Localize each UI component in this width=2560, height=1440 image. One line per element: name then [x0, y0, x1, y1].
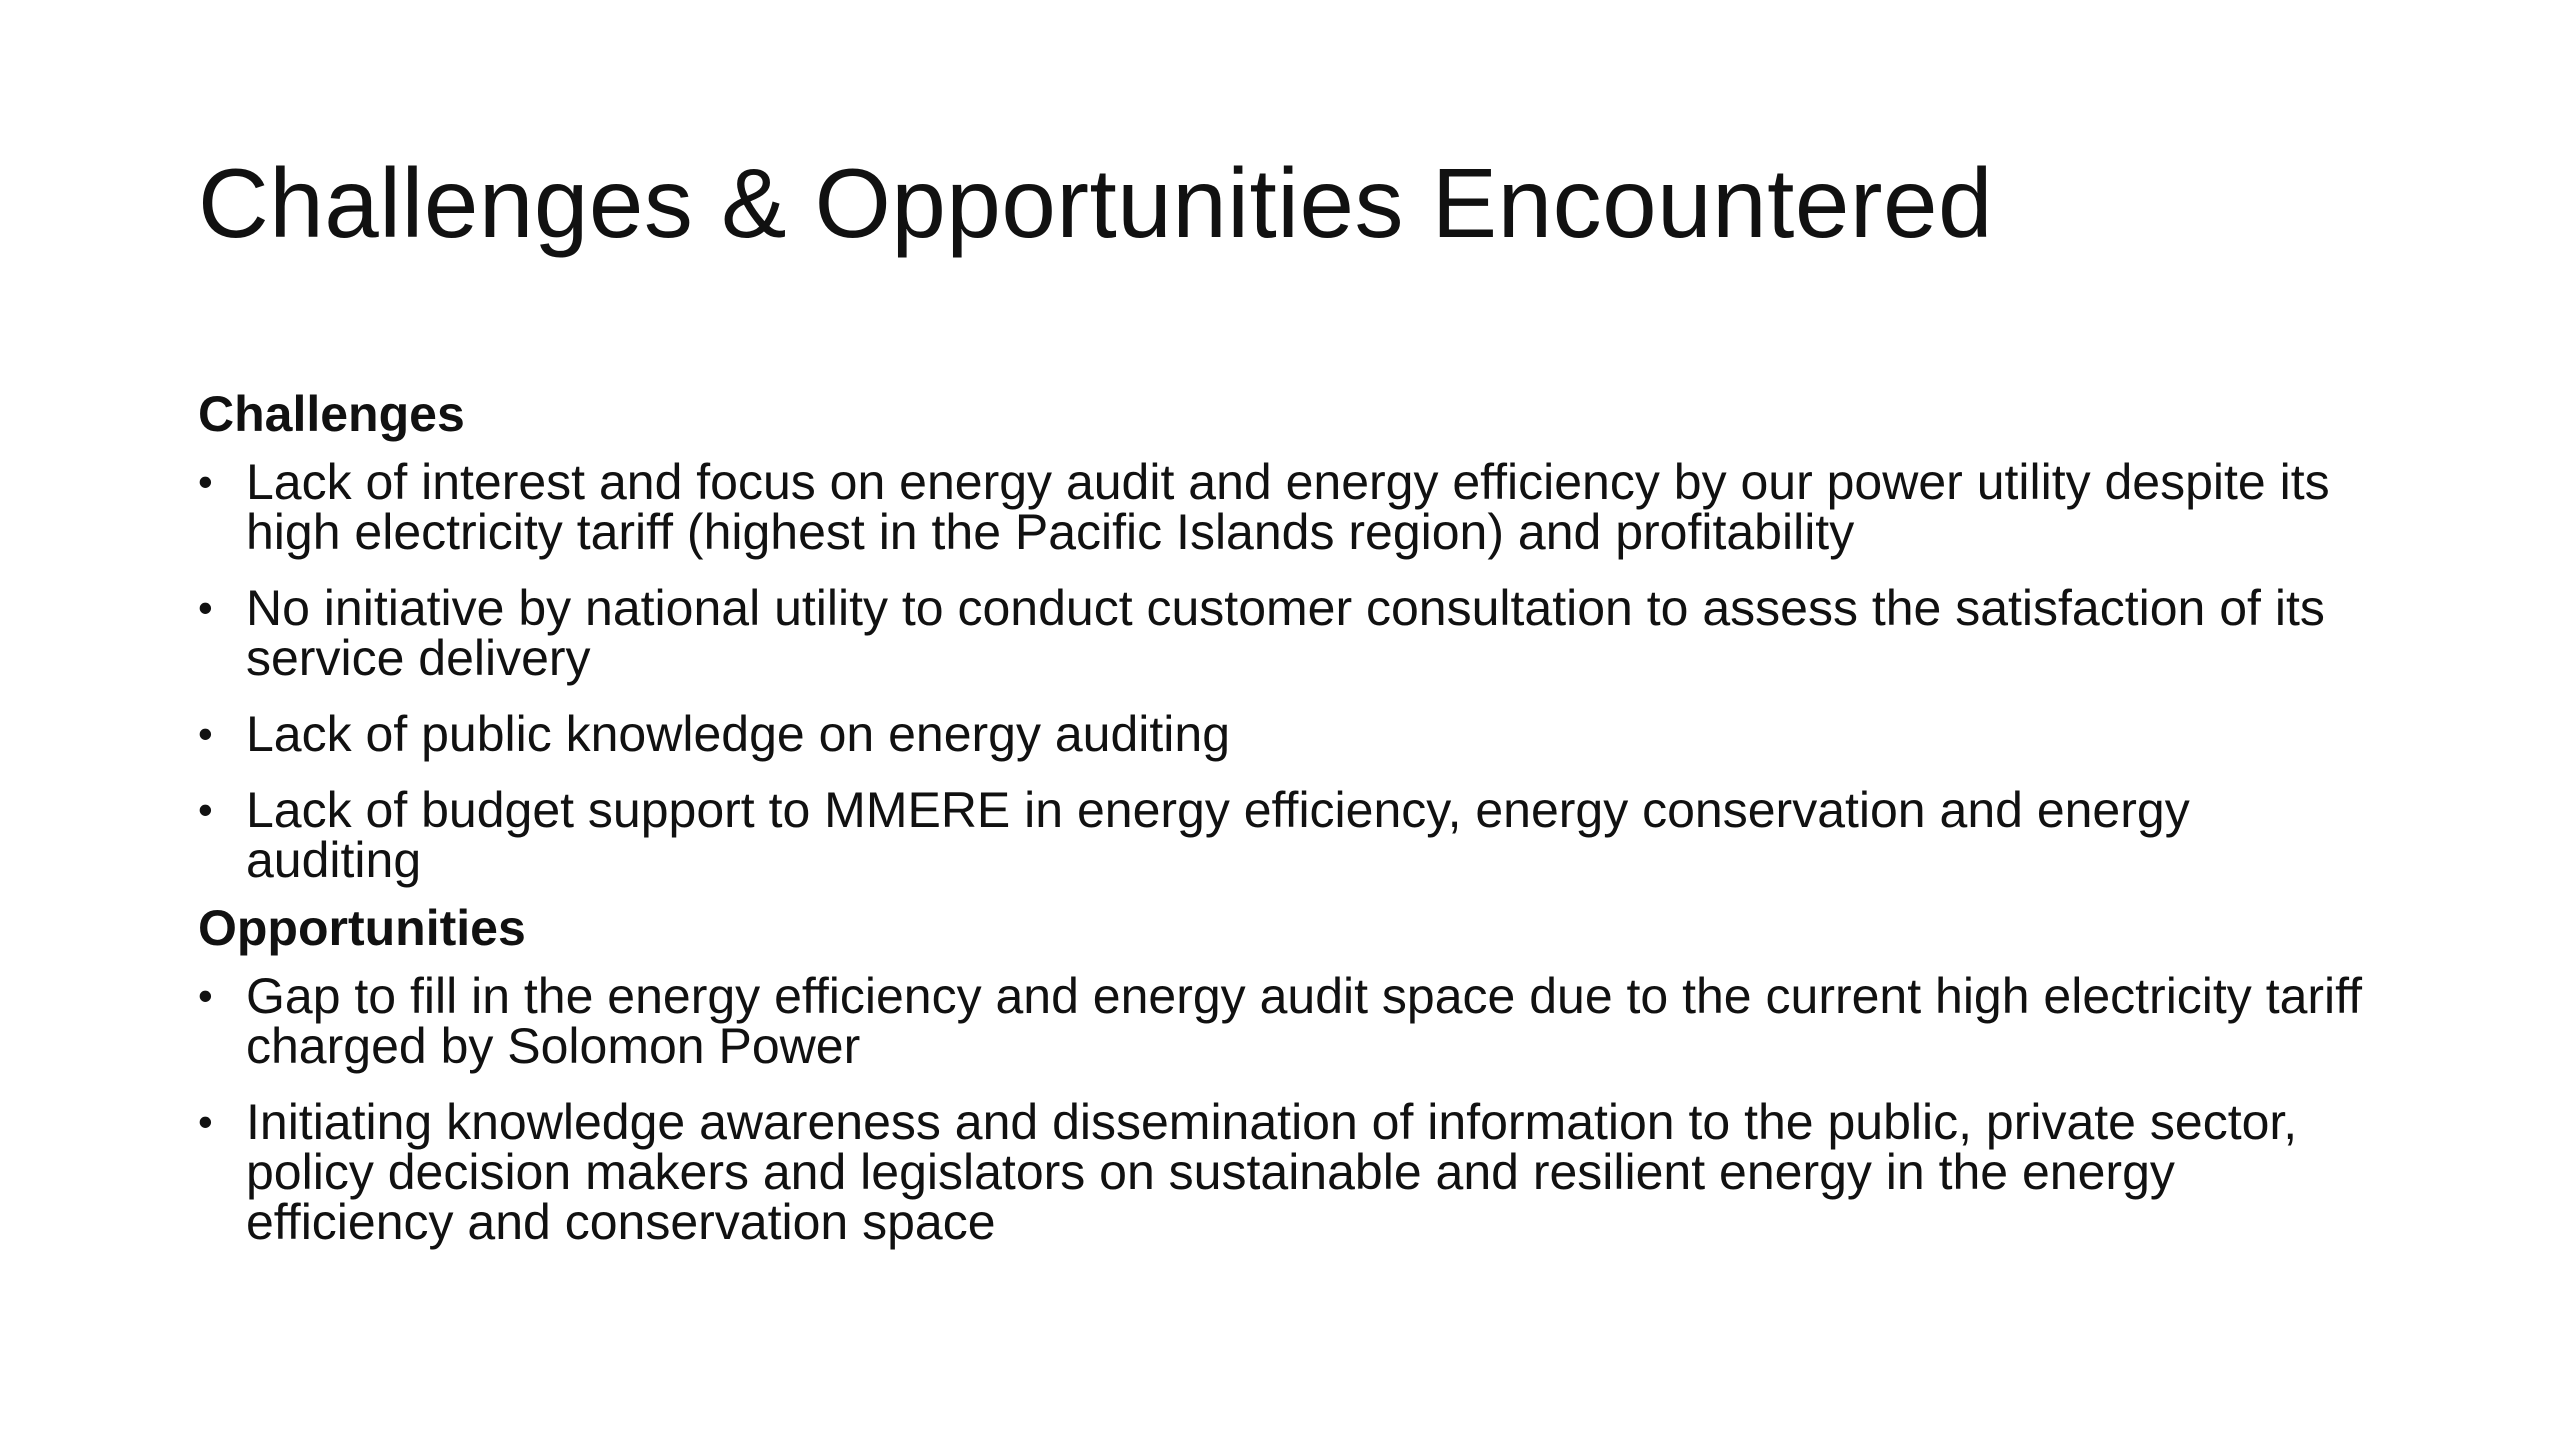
bullet-text: No initiative by national utility to conduct customer consultation to assess the satisfaction of its service delivery: [246, 580, 2325, 686]
slide-title: Challenges & Opportunities Encountered: [198, 148, 1994, 258]
slide-content: [198, 385, 2378, 1261]
list-item: [198, 454, 2378, 560]
challenges-list: [198, 454, 2378, 888]
section-heading-challenges: Challenges: [198, 386, 465, 442]
opportunities-list: [198, 968, 2378, 1250]
bullet-icon: •: [198, 786, 213, 833]
bullet-icon: •: [198, 972, 213, 1019]
list-item: [198, 706, 2378, 762]
bullet-text: Lack of budget support to MMERE in energy efficiency, energy conservation and energy auditing: [246, 782, 2190, 888]
list-item: [198, 968, 2378, 1074]
section-heading-opportunities: Opportunities: [198, 900, 526, 956]
bullet-icon: •: [198, 710, 213, 757]
bullet-icon: •: [198, 584, 213, 631]
list-item: [198, 782, 2378, 888]
bullet-icon: •: [198, 458, 213, 505]
bullet-text: Lack of public knowledge on energy auditing: [246, 706, 1231, 762]
bullet-text: Lack of interest and focus on energy audit and energy efficiency by our power utility despite its high electricity tariff (highest in the Pacific Islands region) and profitability: [246, 454, 2330, 560]
list-item: [198, 580, 2378, 686]
bullet-text: Initiating knowledge awareness and dissemination of information to the public, private sector, policy decision makers and legislators on sustainable and resilient energy in the energy efficiency and conservation space: [246, 1094, 2298, 1250]
bullet-icon: •: [198, 1098, 213, 1145]
list-item: [198, 1094, 2378, 1250]
bullet-text: Gap to fill in the energy efficiency and energy audit space due to the current high electricity tariff charged by Solomon Power: [246, 968, 2363, 1074]
